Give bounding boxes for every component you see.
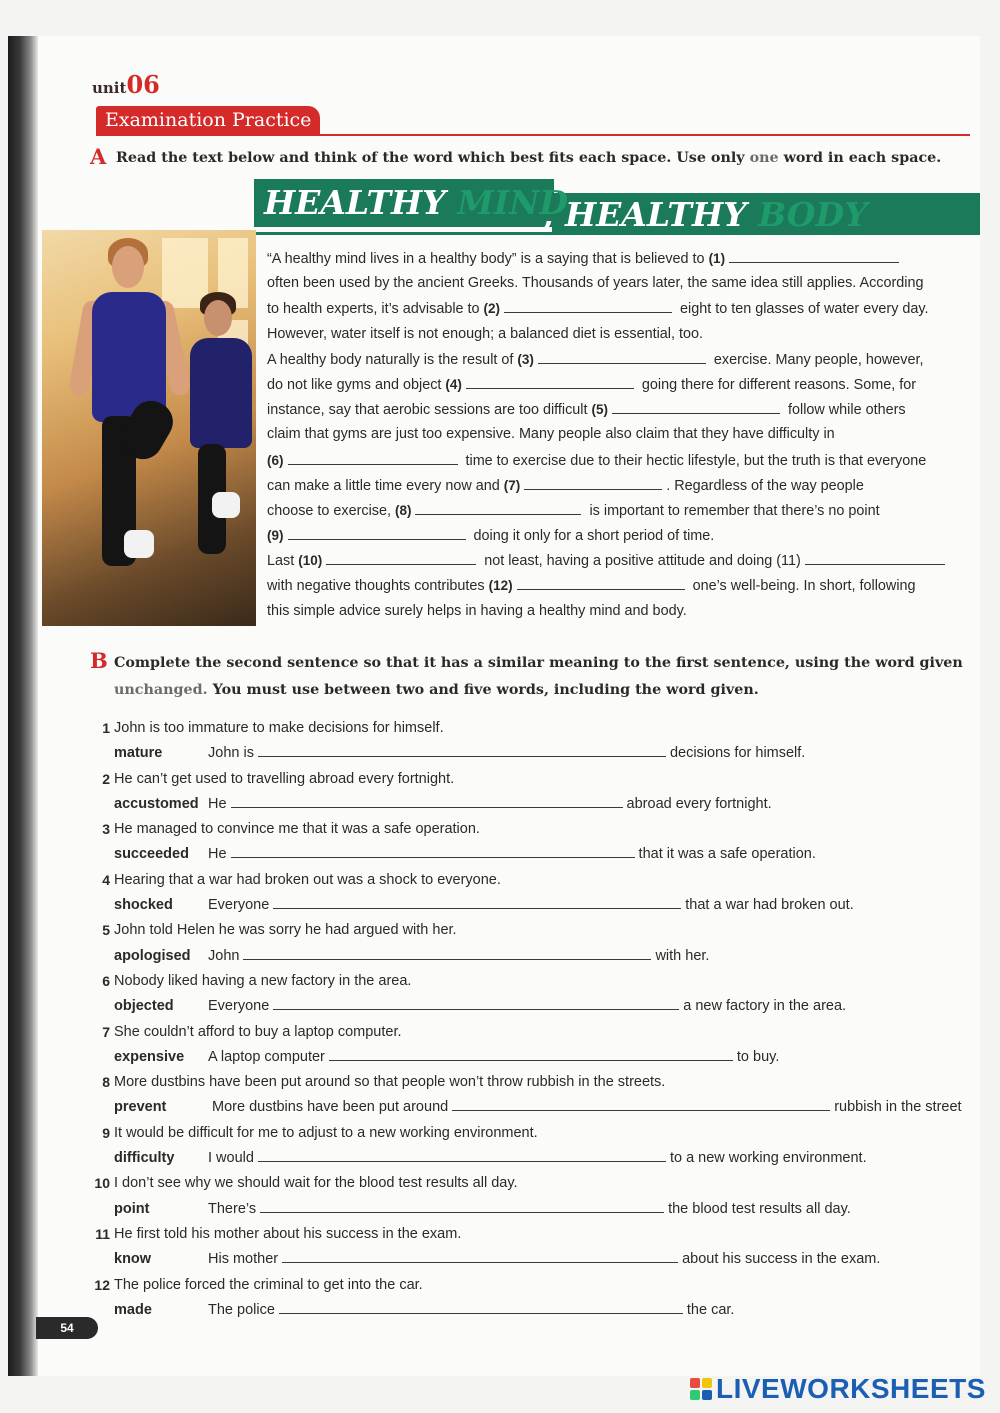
aerobics-photo — [42, 230, 256, 626]
liveworksheets-brand[interactable] — [690, 1374, 986, 1404]
unit-word: unit — [92, 79, 127, 97]
text-line — [267, 246, 980, 271]
sentence-start: Everyone — [208, 897, 270, 914]
section-a-letter: A — [90, 144, 107, 169]
answer-sentence — [208, 994, 846, 1019]
question-row — [88, 1222, 980, 1247]
answer-blank[interactable] — [273, 995, 679, 1010]
answer-gap[interactable] — [612, 399, 780, 414]
text-line — [267, 322, 980, 347]
question-row — [88, 716, 980, 741]
text-line — [267, 397, 980, 422]
answer-sentence — [208, 1247, 880, 1272]
answer-blank[interactable] — [258, 1147, 666, 1162]
answer-sentence — [208, 842, 816, 867]
line-text: going there for different reasons. Some, for — [637, 376, 916, 393]
line-text: However, water itself is not enough; a balanced diet is essential, too. — [267, 325, 703, 342]
line-text: with negative thoughts contributes — [267, 578, 489, 595]
question-row — [88, 969, 980, 994]
answer-row — [88, 1197, 980, 1222]
text-line — [267, 271, 980, 296]
answer-row — [88, 792, 980, 817]
answer-row — [88, 1146, 980, 1171]
answer-row — [88, 842, 980, 867]
answer-gap[interactable] — [288, 525, 466, 540]
banner-title-1 — [264, 183, 568, 222]
answer-blank[interactable] — [260, 1198, 664, 1213]
answer-gap[interactable] — [729, 248, 899, 263]
gap-number: (6) — [267, 452, 284, 468]
key-word: made — [114, 1301, 152, 1318]
question-sentence: It would be difficult for me to adjust to a new working environment. — [114, 1124, 538, 1141]
question-sentence: Nobody liked having a new factory in the area. — [114, 972, 412, 989]
text-line — [267, 448, 980, 473]
answer-row — [88, 1095, 980, 1120]
title-text: HEALTHY — [264, 183, 458, 222]
gap-number: (2) — [483, 301, 501, 317]
answer-gap[interactable] — [524, 475, 662, 490]
key-word: prevent — [114, 1099, 167, 1116]
sentence-end: abroad every fortnight. — [626, 795, 772, 812]
question-number: 4 — [102, 871, 110, 888]
sentence-end: the car. — [686, 1301, 735, 1318]
text-line — [267, 372, 980, 397]
key-word: objected — [114, 998, 174, 1015]
answer-row — [88, 994, 980, 1019]
sentence-end: to buy. — [736, 1048, 780, 1065]
answer-gap[interactable] — [504, 298, 672, 313]
unit-label — [92, 70, 160, 99]
section-a-instruction — [116, 145, 941, 172]
line-text: claim that gyms are just too expensive. Many people also claim that they have difficulty in — [267, 426, 835, 443]
question-sentence: He managed to convince me that it was a safe operation. — [114, 821, 480, 838]
answer-blank[interactable] — [279, 1299, 683, 1314]
text-line — [267, 296, 980, 321]
line-text: Last — [267, 553, 299, 570]
key-word: apologised — [114, 947, 191, 964]
text-line — [267, 599, 980, 624]
answer-sentence — [208, 792, 772, 817]
answer-row — [88, 1298, 980, 1323]
section-title: Examination Practice — [96, 106, 320, 136]
liveworksheets-logo-icon — [690, 1378, 712, 1400]
key-word: mature — [114, 745, 163, 762]
answer-blank[interactable] — [329, 1046, 733, 1061]
answer-blank[interactable] — [231, 793, 623, 808]
answer-row — [88, 944, 980, 969]
answer-sentence — [208, 944, 709, 969]
title-dim-text: BODY — [758, 195, 868, 234]
answer-gap[interactable] — [517, 575, 685, 590]
question-sentence: John told Helen he was sorry he had argued with her. — [114, 922, 457, 939]
answer-blank[interactable] — [282, 1248, 678, 1263]
line-text: exercise. Many people, however, — [709, 351, 924, 368]
sentence-start: A laptop computer — [208, 1048, 325, 1065]
gap-number: (12) — [488, 578, 513, 594]
text-line — [267, 573, 980, 598]
line-text: not least, having a positive attitude and doing (11) — [480, 553, 801, 570]
question-number: 5 — [102, 922, 110, 939]
question-row — [88, 1121, 980, 1146]
gap-number: (9) — [267, 528, 284, 544]
key-word: accustomed — [114, 795, 199, 812]
answer-gap[interactable] — [326, 550, 476, 565]
sentence-start: Everyone — [208, 998, 270, 1015]
sentence-start: The police — [208, 1301, 275, 1318]
line-text: do not like gyms and object — [267, 376, 446, 393]
question-number: 1 — [102, 720, 110, 736]
instruction-text: word in each space. — [778, 150, 942, 166]
sentence-start: More dustbins have been put around — [212, 1099, 449, 1116]
question-number: 7 — [102, 1023, 110, 1040]
line-text: eight to ten glasses of water every day. — [676, 301, 929, 318]
sentence-end: to a new working environment. — [669, 1150, 867, 1167]
sentence-start: John — [208, 947, 240, 964]
line-text: A healthy body naturally is the result of — [267, 351, 518, 368]
banner-title-2 — [542, 195, 868, 234]
answer-sentence — [208, 741, 805, 766]
answer-gap[interactable] — [538, 349, 706, 364]
question-row — [88, 1020, 980, 1045]
answer-gap[interactable] — [288, 450, 458, 465]
sentence-end: a new factory in the area. — [683, 998, 847, 1015]
answer-sentence — [208, 1146, 867, 1171]
gap-number: (1) — [708, 251, 726, 266]
question-number: 3 — [102, 821, 110, 838]
gap-fill-text — [267, 246, 980, 624]
transformation-items — [88, 716, 980, 1323]
answer-blank[interactable] — [258, 742, 666, 757]
worksheet-page — [8, 36, 980, 1376]
key-word: shocked — [114, 897, 173, 914]
instruction-text: Read the text below and think of the word which best fits each space. Use only — [116, 150, 750, 166]
page-number: 54 — [36, 1317, 98, 1339]
question-row — [88, 1070, 980, 1095]
line-text: instance, say that aerobic sessions are too difficult — [267, 402, 592, 419]
key-word: difficulty — [114, 1150, 175, 1167]
answer-blank[interactable] — [452, 1096, 830, 1111]
answer-gap[interactable] — [805, 550, 945, 565]
question-row — [88, 868, 980, 893]
answer-gap[interactable] — [466, 374, 634, 389]
question-sentence: She couldn’t afford to buy a laptop computer. — [114, 1023, 402, 1040]
sentence-end: that a war had broken out. — [685, 897, 854, 914]
question-sentence: He first told his mother about his success in the exam. — [114, 1225, 462, 1242]
line-text: doing it only for a short period of time. — [469, 528, 715, 545]
sentence-end: decisions for himself. — [669, 745, 806, 762]
question-row — [88, 1171, 980, 1196]
text-line — [267, 498, 980, 523]
line-text: time to exercise due to their hectic lifestyle, but the truth is that everyone — [461, 452, 927, 469]
title-text: , HEALTHY — [542, 195, 759, 234]
answer-row — [88, 893, 980, 918]
sentence-end: with her. — [655, 947, 710, 964]
answer-blank[interactable] — [273, 894, 681, 909]
text-line — [267, 473, 980, 498]
line-text: choose to exercise, — [267, 502, 395, 519]
answer-sentence — [212, 1095, 962, 1120]
question-sentence: The police forced the criminal to get into the car. — [114, 1276, 423, 1293]
brand-text: LIVEWORKSHEETS — [716, 1373, 986, 1404]
sentence-end: rubbish in the street — [834, 1099, 962, 1116]
question-sentence: Hearing that a war had broken out was a shock to everyone. — [114, 871, 501, 888]
question-sentence: John is too immature to make decisions for himself. — [114, 720, 444, 736]
instruction-highlight: unchanged. — [114, 682, 208, 698]
unit-number: 06 — [126, 70, 160, 99]
section-b-letter: B — [90, 648, 108, 673]
answer-sentence — [208, 1298, 734, 1323]
answer-sentence — [208, 1045, 779, 1070]
answer-sentence — [208, 893, 854, 918]
sentence-start: John is — [208, 745, 254, 762]
text-line — [267, 523, 980, 548]
gap-number: (3) — [517, 351, 534, 367]
title-dim-text: MIND — [457, 183, 568, 222]
question-sentence: More dustbins have been put around so that people won’t throw rubbish in the streets. — [114, 1074, 666, 1091]
sentence-end: that it was a safe operation. — [638, 846, 816, 863]
line-text: often been used by the ancient Greeks. Thousands of years later, the same idea still applies. According — [267, 275, 924, 292]
text-title-banner — [254, 179, 980, 235]
sentence-start: There’s — [208, 1200, 257, 1217]
line-text: follow while others — [784, 402, 906, 419]
line-text: this simple advice surely helps in having a healthy mind and body. — [267, 602, 687, 619]
gap-number: (10) — [298, 553, 323, 569]
line-text: can make a little time every now and — [267, 477, 504, 494]
line-text: is important to remember that there’s no point — [585, 502, 880, 519]
question-number: 6 — [102, 972, 110, 989]
question-row — [88, 817, 980, 842]
gap-number: (8) — [394, 502, 412, 518]
answer-blank[interactable] — [243, 945, 651, 960]
question-number: 10 — [94, 1175, 110, 1192]
sentence-start: I would — [208, 1150, 254, 1167]
book-spine-shadow — [8, 36, 38, 1376]
answer-row — [88, 741, 980, 766]
key-word: succeeded — [114, 846, 189, 863]
text-line — [267, 347, 980, 372]
answer-blank[interactable] — [231, 843, 635, 858]
line-text: to health experts, it’s advisable to — [267, 301, 484, 318]
gap-number: (4) — [445, 376, 462, 392]
gap-number: (5) — [591, 402, 608, 418]
line-text: one’s well-being. In short, following — [688, 578, 916, 595]
key-word: know — [114, 1251, 152, 1268]
sentence-start: He — [208, 846, 227, 863]
key-word: expensive — [114, 1048, 185, 1065]
text-line — [267, 548, 980, 573]
answer-row — [88, 1045, 980, 1070]
question-sentence: He can’t get used to travelling abroad every fortnight. — [114, 770, 455, 787]
question-number: 9 — [102, 1124, 110, 1141]
question-number: 11 — [95, 1225, 110, 1242]
sentence-start: His mother — [208, 1251, 279, 1268]
question-number: 12 — [94, 1276, 110, 1293]
question-row — [88, 1273, 980, 1298]
answer-row — [88, 1247, 980, 1272]
answer-sentence — [208, 1197, 851, 1222]
sentence-end: the blood test results all day. — [668, 1200, 851, 1217]
line-text: “A healthy mind lives in a healthy body” is a saying that is believed to — [267, 251, 709, 267]
section-b-instruction — [114, 650, 974, 704]
sentence-start: He — [208, 795, 227, 812]
question-row — [88, 918, 980, 943]
question-number: 8 — [102, 1074, 110, 1091]
text-line — [267, 422, 980, 447]
instruction-highlight: one — [749, 150, 779, 166]
instruction-text: Complete the second sentence so that it has a similar meaning to the first sentence, using the word given — [114, 655, 963, 671]
gap-number: (7) — [503, 477, 521, 493]
instruction-text: You must use between two and five words, including the word given. — [207, 682, 759, 698]
answer-gap[interactable] — [415, 500, 581, 515]
question-sentence: I don’t see why we should wait for the blood test results all day. — [114, 1175, 518, 1192]
sentence-end: about his success in the exam. — [682, 1251, 881, 1268]
header-rule — [96, 134, 970, 136]
question-row — [88, 767, 980, 792]
key-word: point — [114, 1200, 150, 1217]
line-text: . Regardless of the way people — [666, 477, 864, 494]
question-number: 2 — [102, 770, 110, 787]
